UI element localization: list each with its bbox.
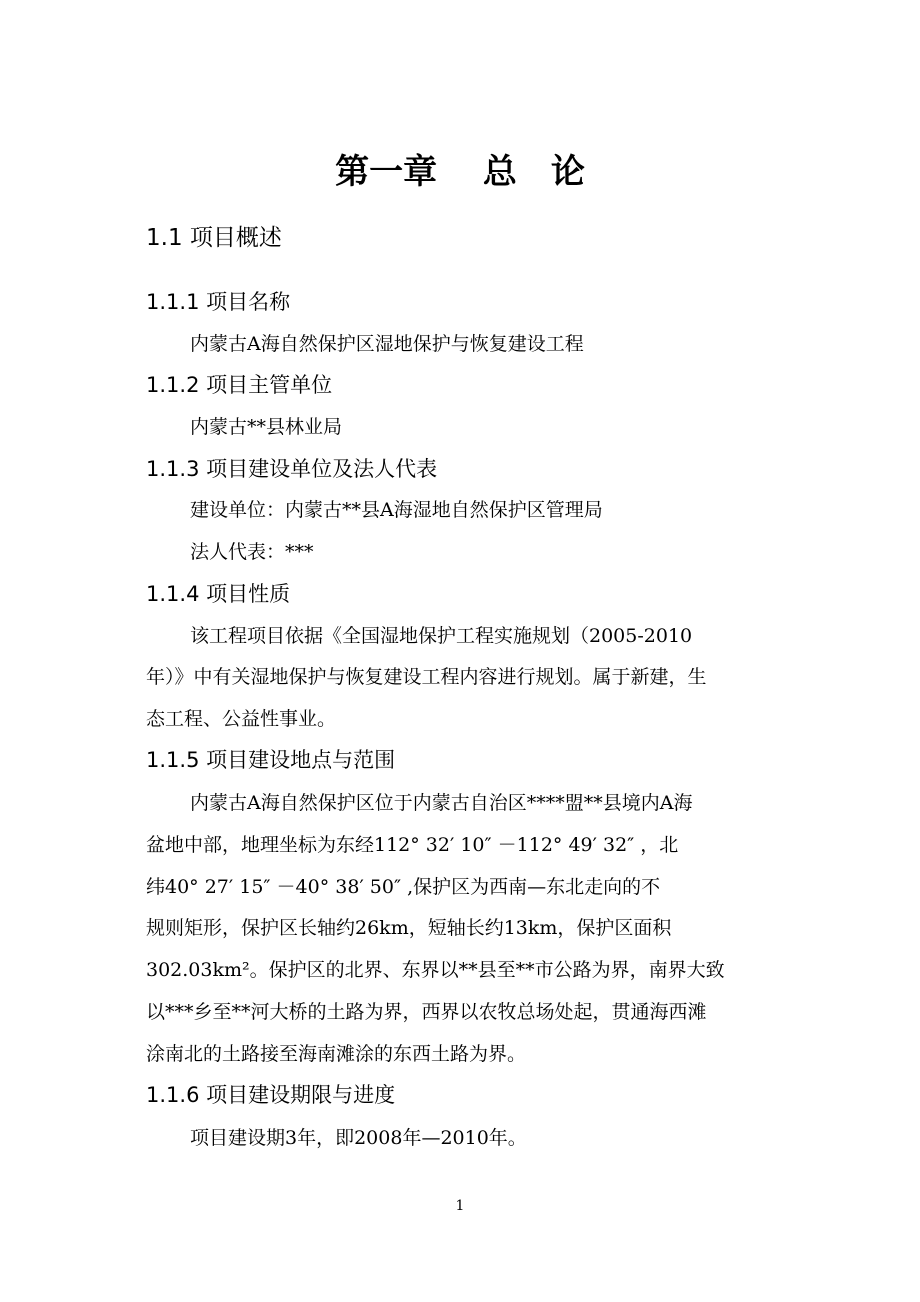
- schedule-text: 项目建设期3年，即2008年—2010年。: [190, 1127, 527, 1149]
- project-nature-line: 年）》中有关湿地保护与恢复建设工程内容进行规划。属于新建，生: [146, 666, 707, 688]
- construction-unit-text: 建设单位：内蒙古**县A海湿地自然保护区管理局: [190, 499, 603, 521]
- section-heading-1-1: 1.1 项目概述: [146, 225, 282, 251]
- location-line: 内蒙古A海自然保护区位于内蒙古自治区****盟**县境内A海: [190, 792, 693, 814]
- project-nature-line: 该工程项目依据《全国湿地保护工程实施规划（2005-2010: [190, 625, 693, 647]
- supervisor-unit-text: 内蒙古**县林业局: [190, 416, 343, 438]
- section-heading-1-1-6: 1.1.6 项目建设期限与进度: [146, 1083, 396, 1107]
- location-line: 盆地中部，地理坐标为东经112° 32′ 10″ －112° 49′ 32″ ，北: [146, 834, 679, 856]
- location-line: 纬40° 27′ 15″ －40° 38′ 50″ ,保护区为西南—东北走向的不: [146, 876, 661, 898]
- project-name-text: 内蒙古A海自然保护区湿地保护与恢复建设工程: [190, 333, 584, 355]
- section-heading-1-1-3: 1.1.3 项目建设单位及法人代表: [146, 457, 438, 481]
- location-line: 以***乡至**河大桥的土路为界，西界以农牧总场处起，贯通海西滩: [146, 1001, 707, 1023]
- section-heading-1-1-4: 1.1.4 项目性质: [146, 582, 291, 606]
- section-heading-1-1-1: 1.1.1 项目名称: [146, 290, 291, 314]
- location-line: 涂南北的土路接至海南滩涂的东西土路为界。: [146, 1043, 527, 1065]
- location-line: 302.03km²。保护区的北界、东界以**县至**市公路为界，南界大致: [146, 959, 725, 981]
- location-line: 规则矩形，保护区长轴约26km，短轴长约13km，保护区面积: [146, 917, 672, 939]
- chapter-title: 第一章 总 论: [335, 152, 585, 192]
- page-number: 1: [455, 1198, 465, 1214]
- section-heading-1-1-2: 1.1.2 项目主管单位: [146, 373, 333, 397]
- project-nature-line: 态工程、公益性事业。: [146, 708, 337, 730]
- section-heading-1-1-5: 1.1.5 项目建设地点与范围: [146, 748, 396, 772]
- legal-representative-text: 法人代表：***: [190, 541, 314, 563]
